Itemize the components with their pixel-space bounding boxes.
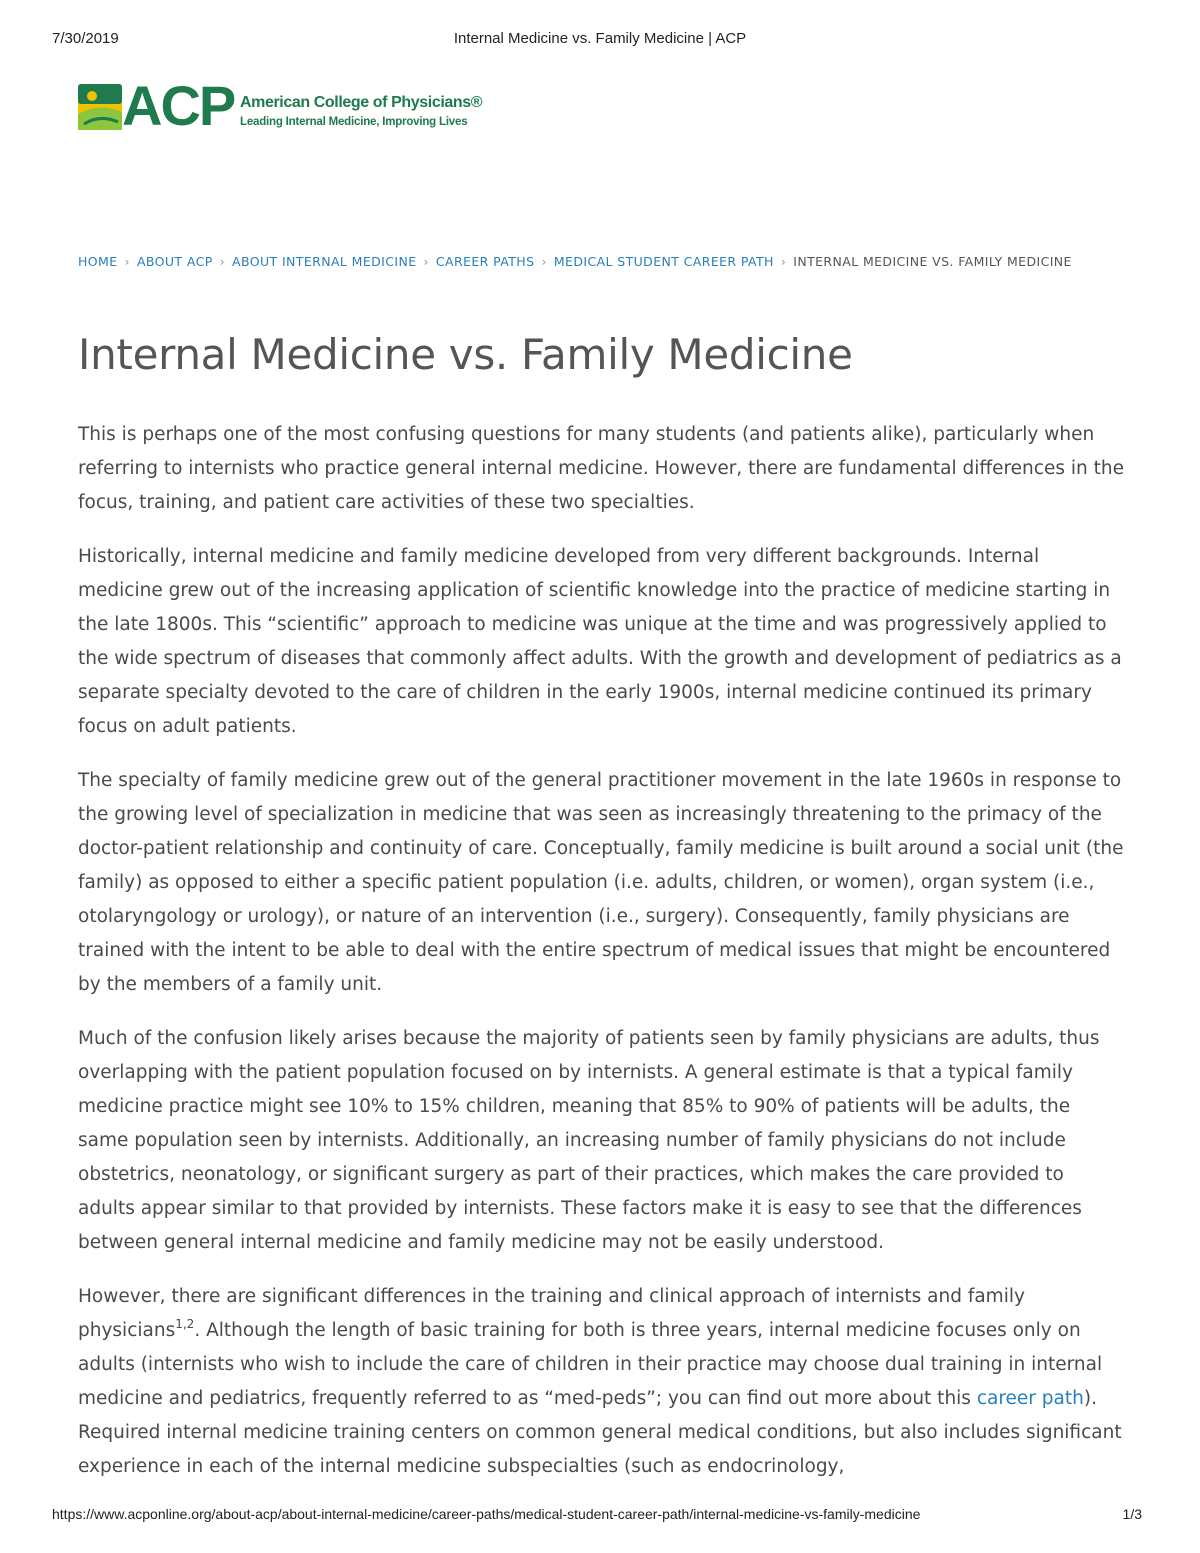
paragraph-training: [78, 1280, 1126, 1484]
acp-emblem-icon: [78, 84, 122, 130]
print-footer: [52, 1506, 1148, 1526]
logo-organization-name: American College of Physicians®: [240, 94, 483, 111]
chevron-right-icon: ›: [541, 254, 547, 269]
logo-acronym: ACP: [122, 74, 235, 137]
print-date: 7/30/2019: [52, 30, 119, 47]
paragraph-history: Historically, internal medicine and family medicine developed from very different backgrounds. Internal medicine grew out of the increasing application of scientific knowledge into the practice of medicine starting in the late 1800s. This “scientific” approach to medicine was unique at the time and was progressively applied to the wide spectrum of diseases that commonly affect adults. With the growth and development of pediatrics as a separate specialty devoted to the care of children in the early 1900s, internal medicine continued its primary focus on adult patients.: [78, 546, 1122, 737]
print-page-number: 1/3: [1122, 1506, 1142, 1522]
logo-tagline: Leading Internal Medicine, Improving Lives: [240, 116, 468, 128]
breadcrumb-about-acp[interactable]: ABOUT ACP: [136, 254, 213, 269]
chevron-right-icon: ›: [423, 254, 429, 269]
acp-logo[interactable]: [78, 74, 518, 137]
breadcrumb-career-paths[interactable]: CAREER PATHS: [435, 254, 535, 269]
print-header: [52, 30, 1148, 50]
print-page-title: Internal Medicine vs. Family Medicine | ACP: [453, 30, 747, 47]
citation-superscript[interactable]: 1,2: [175, 1317, 195, 1331]
paragraph-training-text-a: However, there are significant differences in the training and clinical approach of internists and family physicians: [78, 1286, 1025, 1341]
paragraph-training-text-b: . Although the length of basic training for both is three years, internal medicine focuses only on adults (internists who wish to include the care of children in their practice may choose dual training in internal medicine and pediatrics, frequently referred to as “med-peds”; you can find out more about this: [78, 1320, 1103, 1409]
career-path-link[interactable]: career path: [976, 1388, 1084, 1409]
breadcrumb-about-internal-medicine[interactable]: ABOUT INTERNAL MEDICINE: [232, 254, 417, 269]
breadcrumb: [78, 250, 1118, 274]
paragraph-intro: This is perhaps one of the most confusing questions for many students (and patients alike), particularly when referring to internists who practice general internal medicine. However, there are fundamental differences in the focus, training, and patient care activities of these two specialties.: [78, 424, 1124, 513]
page-title: Internal Medicine vs. Family Medicine: [78, 330, 853, 379]
article-body: [78, 418, 1126, 1504]
chevron-right-icon: ›: [219, 254, 226, 269]
paragraph-family-medicine: The specialty of family medicine grew out of the general practitioner movement in the late 1960s in response to the growing level of specialization in medicine that was seen as increasingly threatening to the primacy of the doctor-patient relationship and continuity of care. Conceptually, family medicine is built around a social unit (the family) as opposed to either a specific patient population (i.e. adults, children, or women), organ system (i.e., otolaryngology or urology), or nature of an intervention (i.e., surgery). Consequently, family physicians are trained with the intent to be able to deal with the entire spectrum of medical issues that might be encountered by the members of a family unit.: [78, 770, 1124, 995]
breadcrumb-medical-student-career-path[interactable]: MEDICAL STUDENT CAREER PATH: [553, 254, 774, 269]
chevron-right-icon: ›: [124, 254, 130, 269]
chevron-right-icon: ›: [780, 254, 787, 269]
paragraph-training-text-c: ). Required internal medicine training centers on common general medical conditions, but also includes significant experience in each of the internal medicine subspecialties (such as endocrinology,: [78, 1388, 1122, 1477]
paragraph-confusion: Much of the confusion likely arises because the majority of patients seen by family physicians are adults, thus overlapping with the patient population focused on by internists. A general estimate is that a typical family medicine practice might see 10% to 15% children, meaning that 85% to 90% of patients will be adults, the same population seen by internists. Additionally, an increasing number of family physicians do not include obstetrics, neonatology, or significant surgery as part of their practices, which makes the care provided to adults appear similar to that provided by internists. These factors make it is easy to see that the differences between general internal medicine and family medicine may not be easily understood.: [78, 1028, 1100, 1253]
breadcrumb-home[interactable]: HOME: [78, 254, 118, 269]
print-url: https://www.acponline.org/about-acp/about-internal-medicine/career-paths/medical-student-career-path/internal-medicine-vs-family-medicine: [52, 1506, 921, 1522]
breadcrumb-current: INTERNAL MEDICINE VS. FAMILY MEDICINE: [793, 254, 1072, 269]
